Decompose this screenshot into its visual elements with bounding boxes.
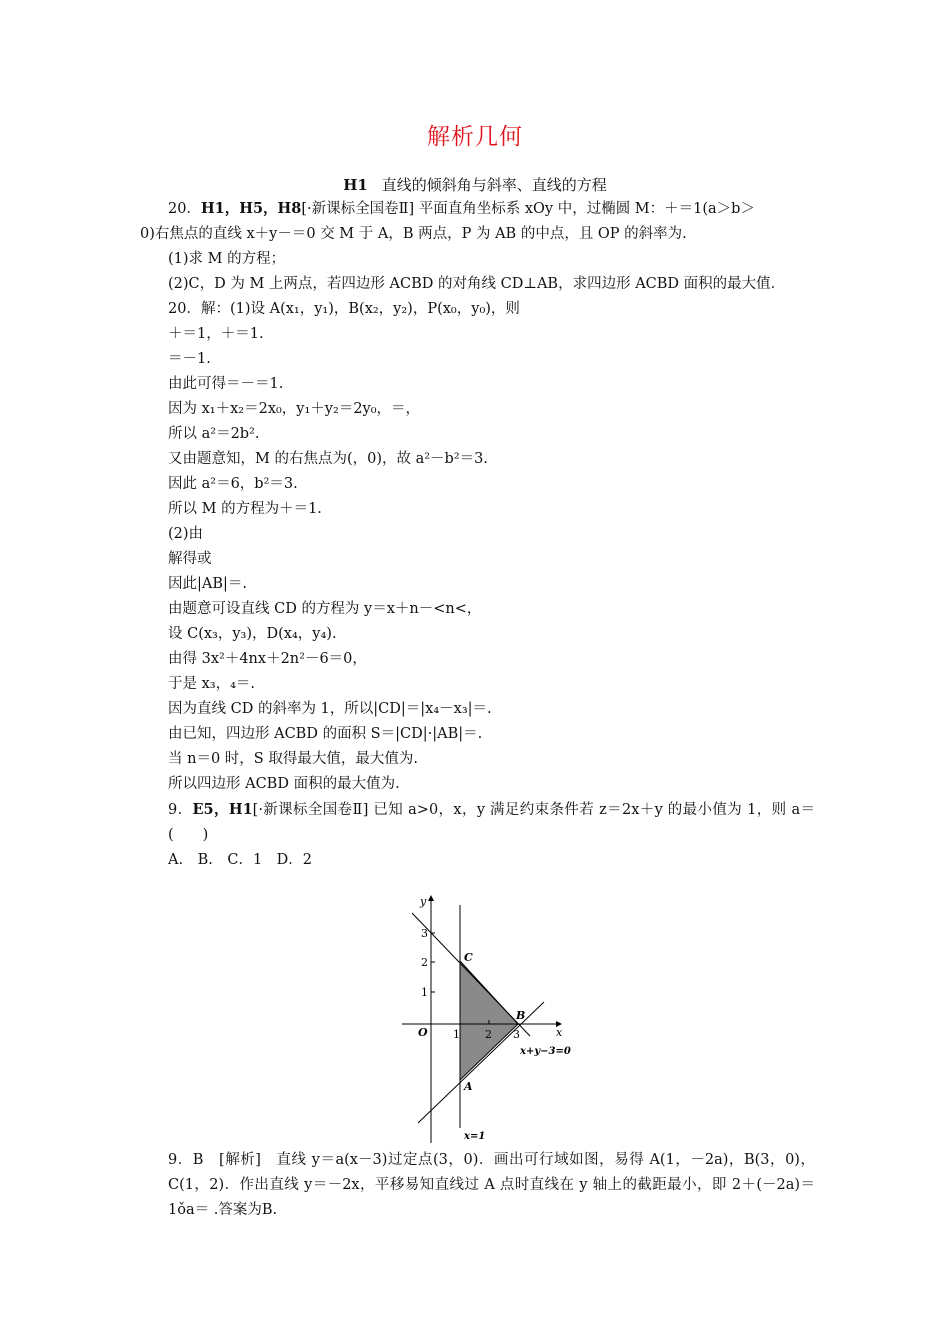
solution-line: 所以四边形 ACBD 面积的最大值为. (168, 776, 400, 792)
solution-line: 因为 x₁＋x₂＝2x₀，y₁＋y₂＝2y₀，＝， (168, 401, 421, 417)
y-tick-label: 3 (421, 927, 428, 940)
solution-line: 由得 3x²＋4nx＋2n²－6＝0， (168, 651, 367, 667)
section-title: 直线的倾斜角与斜率、直线的方程 (381, 176, 607, 194)
section-heading (0, 174, 950, 195)
solution-line: 因此 a²＝6，b²＝3. (168, 476, 298, 492)
x-axis-label: x (556, 1026, 563, 1039)
solution-line: 20．解：(1)设 A(x₁，y₁)，B(x₂，y₂)，P(x₀，y₀)，则 (168, 301, 520, 317)
question-9-options: A. B. C．1 D．2 (168, 852, 313, 868)
solution-line: 于是 x₃，₄＝. (168, 676, 256, 692)
origin-label: O (418, 1026, 428, 1039)
question-stem: 已知 a>0，x，y 满足约束条件若 z＝2x＋y 的最小值为 1，则 a＝( ) (168, 802, 816, 843)
solution-line: 由题意可设直线 CD 的方程为 y＝x＋n－<n<， (168, 601, 482, 617)
question-20-line1 (140, 196, 815, 222)
question-tags: H1，H5，H8 (200, 200, 302, 217)
question-stem: 平面直角坐标系 xOy 中，过椭圆 M：＋＝1(a＞b＞ (418, 201, 755, 217)
solution-line: 由此可得＝－＝1. (168, 376, 284, 392)
main-content (140, 196, 815, 873)
question-source: [·新课标全国卷Ⅱ] (252, 802, 369, 818)
solution-line: 解得或 (168, 551, 212, 567)
x-tick-label: 2 (485, 1028, 492, 1041)
solution-line: ＝－1. (168, 351, 211, 367)
question-9 (140, 797, 815, 848)
point-c-label: C (464, 951, 473, 964)
solution-line: 又由题意知，M 的右焦点为(，0)，故 a²－b²＝3. (168, 451, 488, 467)
y-tick-label: 1 (421, 986, 428, 999)
solution-line: (2)由 (168, 526, 204, 542)
question-number: 9． (168, 802, 193, 818)
y-axis-arrow (428, 895, 434, 901)
x-tick-label: 1 (453, 1028, 460, 1041)
solution-line: 因此|AB|＝. (168, 576, 248, 592)
question-20-line2: 0)右焦点的直线 x＋y－＝0 交 M 于 A，B 两点，P 为 AB 的中点，且 OP 的斜率为. (140, 226, 687, 242)
question-20-part1: (1)求 M 的方程； (168, 251, 286, 267)
solution-line: ＋＝1，＋＝1. (168, 326, 264, 342)
point-b-label: B (516, 1009, 526, 1022)
solution-line: 所以 a²＝2b². (168, 426, 260, 442)
line2-label: x=1 (464, 1131, 486, 1142)
section-code: H1 (343, 176, 368, 194)
question-20-part2: (2)C，D 为 M 上两点，若四边形 ACBD 的对角线 CD⊥AB，求四边形 ACBD 面积的最大值． (168, 276, 786, 292)
solution-9 (140, 1148, 815, 1223)
solution-line: 由已知，四边形 ACBD 的面积 S＝|CD|·|AB|＝. (168, 726, 483, 742)
question-number: 20． (168, 201, 201, 217)
question-source: [·新课标全国卷Ⅱ] (301, 201, 415, 217)
point-a-label: A (464, 1080, 473, 1093)
solution-line: 设 C(x₃，y₃)，D(x₄，y₄). (168, 626, 337, 642)
page-title: 解析几何 (427, 124, 523, 150)
question-tags: E5，H1 (192, 801, 253, 818)
y-axis-label: y (420, 895, 427, 908)
solution-line: 因为直线 CD 的斜率为 1，所以|CD|＝|x₄－x₃|＝. (168, 701, 492, 717)
x-tick-label: 3 (513, 1028, 520, 1041)
y-tick-label: 2 (421, 956, 428, 969)
solution-9-text: 9．B [解析] 直线 y＝a(x－3)过定点(3，0)．画出可行域如图，易得 A(1，－2a)，B(3，0)，C(1，2)．作出直线 y＝－2x，平移易知直线过 A 点时直线在 y 轴上的截距最小，即 2＋(－2a)＝1ǒa＝ .答案为B. (168, 1152, 815, 1218)
solution-line: 所以 M 的方程为＋＝1. (168, 501, 322, 517)
solution-line: 当 n＝0 时，S 取得最大值，最大值为. (168, 751, 418, 767)
feasible-region-figure (398, 893, 598, 1143)
line1-label: x+y−3=0 (520, 1046, 571, 1057)
